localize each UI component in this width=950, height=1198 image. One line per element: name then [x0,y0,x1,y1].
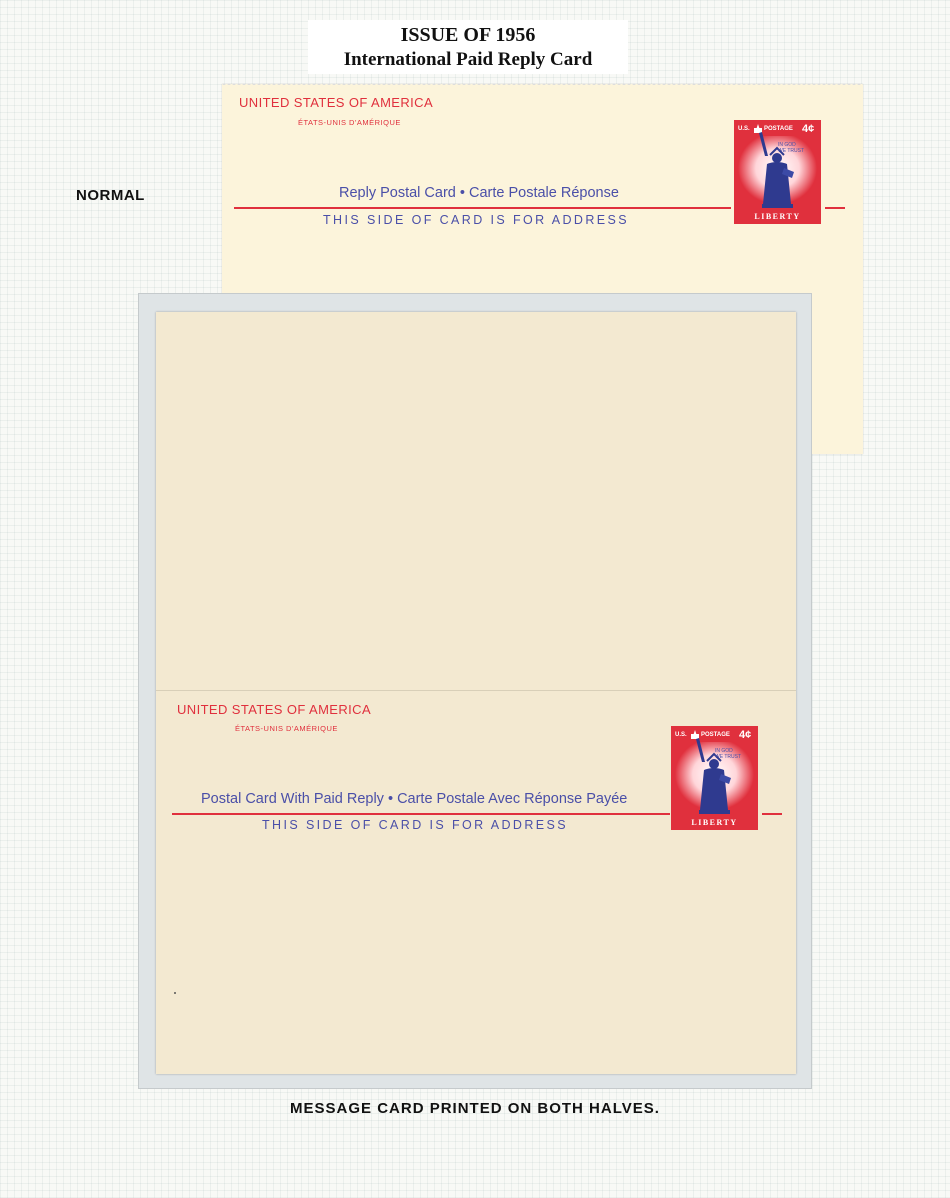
statue-of-liberty-icon [734,120,821,224]
card-type-line: Reply Postal Card • Carte Postale Réponse [339,185,619,201]
paper-speck [174,992,176,994]
stamp-value: 4¢ [802,123,815,135]
page-title-box [308,20,628,74]
address-instruction: THIS SIDE OF CARD IS FOR ADDRESS [262,818,568,832]
stamp-value: 4¢ [739,729,752,741]
stamp-name: LIBERTY [691,818,738,827]
country-label-fr: ÉTATS-UNIS D'AMÉRIQUE [235,724,338,733]
address-rule [172,813,670,815]
stamp-us: U.S. [738,126,750,132]
normal-label: NORMAL [76,187,145,204]
stamp-motto-1: IN GOD [778,142,796,148]
liberty-stamp [734,120,821,224]
liberty-stamp [671,726,758,830]
address-instruction: THIS SIDE OF CARD IS FOR ADDRESS [323,213,629,227]
caption: MESSAGE CARD PRINTED ON BOTH HALVES. [290,1100,660,1117]
address-rule [234,207,731,209]
card-type-line: Postal Card With Paid Reply • Carte Postale Avec Réponse Payée [201,791,628,807]
reply-card-message-printed [156,312,796,1074]
country-label-fr: ÉTATS-UNIS D'AMÉRIQUE [298,118,401,127]
stamp-postage: POSTAGE [764,126,793,132]
stamp-motto-2: WE TRUST [778,148,805,154]
address-rule-end [762,813,782,815]
page-subtitle: International Paid Reply Card [343,49,593,70]
stamp-us: U.S. [675,732,687,738]
fold-line [156,690,796,691]
stamp-motto-2: WE TRUST [715,754,742,760]
country-label: UNITED STATES OF AMERICA [177,702,372,717]
page-title: ISSUE OF 1956 [400,24,536,46]
country-label: UNITED STATES OF AMERICA [239,95,434,110]
stamp-postage: POSTAGE [701,732,730,738]
stamp-name: LIBERTY [754,212,801,221]
stamp-motto-1: IN GOD [715,748,733,754]
statue-of-liberty-icon [671,726,758,830]
address-rule-end [825,207,845,209]
